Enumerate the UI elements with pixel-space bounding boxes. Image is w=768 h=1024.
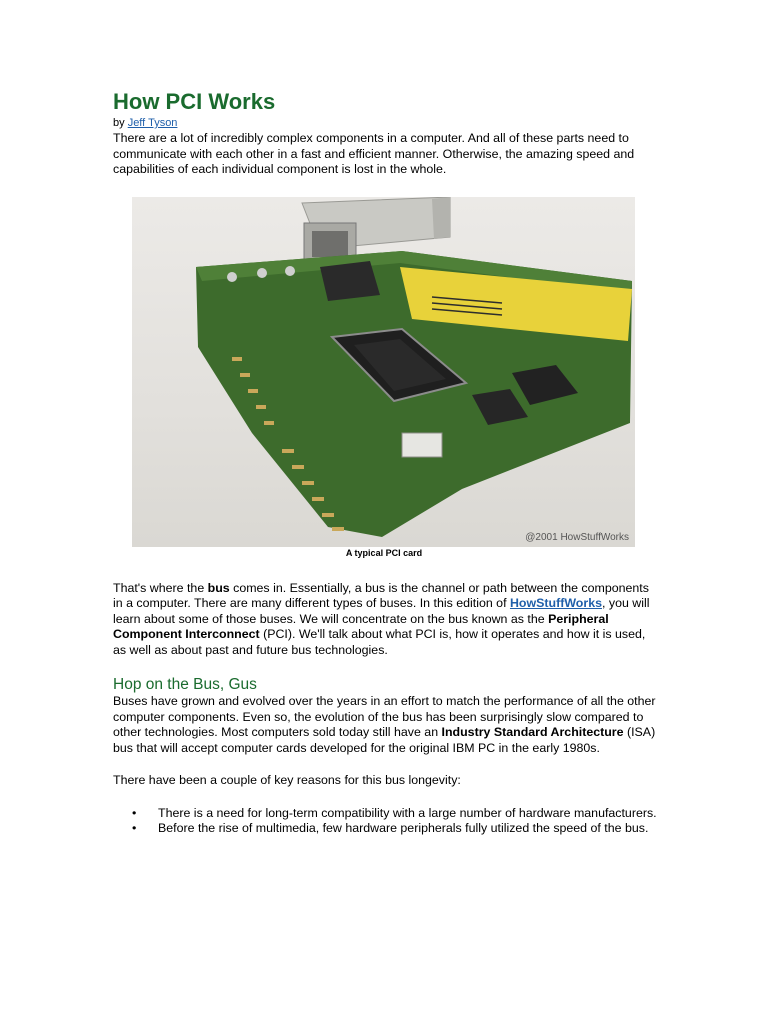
photo-watermark: @2001 HowStuffWorks	[525, 531, 629, 543]
bullet-icon: •	[132, 805, 137, 820]
bold-term-bus: bus	[207, 580, 230, 595]
pci-card-illustration	[132, 197, 635, 547]
figure-caption: A typical PCI card	[345, 547, 423, 558]
section-heading: Hop on the Bus, Gus	[113, 676, 257, 693]
text-run: (ISA) bus that will accept computer cards developed for the original IBM PC in the early 1980s.	[113, 725, 656, 755]
text-run: , you will learn about some of those buses. We will concentrate on the bus known as the	[113, 596, 650, 626]
list-item-text: There is a need for long-term compatibility with a large number of hardware manufacturers.	[158, 805, 657, 820]
article-title: How PCI Works	[113, 89, 276, 114]
article	[113, 88, 658, 837]
history-paragraph	[113, 694, 658, 756]
list-item-text: Before the rise of multimedia, few hardware peripherals fully utilized the speed of the bus.	[158, 821, 649, 835]
pci-card-photo	[132, 197, 635, 547]
list-item	[113, 821, 658, 837]
bold-term-isa: Industry Standard Architecture	[441, 725, 624, 739]
intro-paragraph: There are a lot of incredibly complex components in a computer. And all of these parts need to communicate with each other in a fast and efficient manner. Otherwise, the amazing speed and capabilities of each individual component is lost in the whole.	[113, 131, 635, 176]
bus-paragraph	[113, 581, 658, 659]
byline	[113, 117, 658, 130]
text-run: (PCI). We'll talk about what PCI is, how it operates and how it is used, as well as about past and future bus technologies.	[113, 627, 646, 657]
figure	[132, 197, 636, 559]
bold-term-pci: Peripheral Component Interconnect	[113, 611, 609, 641]
howstuffworks-link[interactable]: HowStuffWorks	[509, 596, 602, 610]
bullet-icon: •	[132, 821, 137, 835]
author-link[interactable]: Jeff Tyson	[127, 117, 178, 129]
text-run: That's where the	[113, 580, 208, 595]
reasons-list	[113, 806, 658, 837]
text-run: Buses have grown and evolved over the years in an effort to match the performance of all the other computer components. Even so, the evolution of the bus has been surprisingly slow compared to other technologies. Most computers sold today still have an	[113, 694, 656, 739]
reasons-intro: There have been a couple of key reasons for this bus longevity:	[113, 773, 461, 787]
byline-prefix: by	[113, 117, 125, 129]
list-item	[113, 806, 658, 822]
text-run: comes in. Essentially, a bus is the channel or path between the components in a computer. There are many different types of buses. In this edition of	[113, 580, 649, 610]
